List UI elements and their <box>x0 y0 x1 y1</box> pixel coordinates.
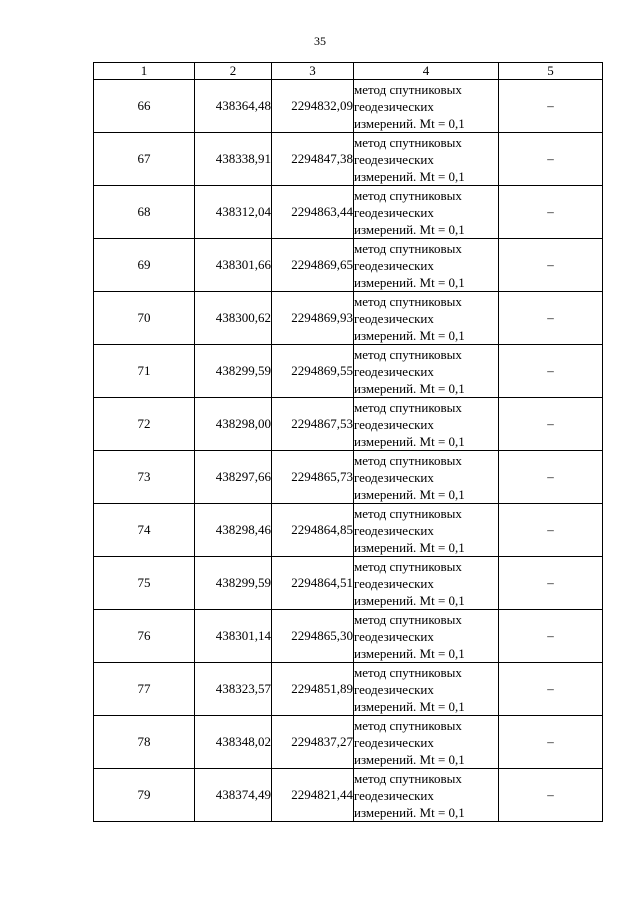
method-line: геодезических <box>354 310 434 326</box>
table-row <box>94 398 603 451</box>
table-row <box>94 610 603 663</box>
x-coordinate-cell: 438298,46 <box>195 504 272 557</box>
table-row <box>94 186 603 239</box>
x-coordinate-cell: 438312,04 <box>195 186 272 239</box>
y-coordinate-cell: 2294864,51 <box>272 557 354 610</box>
note-cell: – <box>499 80 603 133</box>
method-cell <box>354 557 499 610</box>
method-line: геодезических <box>354 575 434 591</box>
note-cell: – <box>499 292 603 345</box>
method-line: метод спутниковых <box>354 81 462 97</box>
method-line: геодезических <box>354 98 434 114</box>
point-number-cell: 76 <box>94 610 195 663</box>
point-number-cell: 66 <box>94 80 195 133</box>
method-line: метод спутниковых <box>354 505 462 521</box>
method-line: измерений. Mt = 0,1 <box>354 168 465 184</box>
point-number-cell: 74 <box>94 504 195 557</box>
method-cell <box>354 663 499 716</box>
method-line: метод спутниковых <box>354 346 462 362</box>
x-coordinate-cell: 438300,62 <box>195 292 272 345</box>
table-row <box>94 557 603 610</box>
table-row <box>94 292 603 345</box>
method-line: метод спутниковых <box>354 770 462 786</box>
header-col-1: 1 <box>94 63 195 80</box>
note-cell: – <box>499 133 603 186</box>
method-line: метод спутниковых <box>354 187 462 203</box>
x-coordinate-cell: 438338,91 <box>195 133 272 186</box>
coordinates-table <box>93 62 603 822</box>
point-number-cell: 78 <box>94 716 195 769</box>
note-cell: – <box>499 186 603 239</box>
method-line: измерений. Mt = 0,1 <box>354 380 465 396</box>
method-line: геодезических <box>354 787 434 803</box>
point-number-cell: 70 <box>94 292 195 345</box>
table-row <box>94 451 603 504</box>
point-number-cell: 67 <box>94 133 195 186</box>
method-line: метод спутниковых <box>354 240 462 256</box>
header-col-4: 4 <box>354 63 499 80</box>
y-coordinate-cell: 2294867,53 <box>272 398 354 451</box>
point-number-cell: 71 <box>94 345 195 398</box>
note-cell: – <box>499 345 603 398</box>
x-coordinate-cell: 438297,66 <box>195 451 272 504</box>
note-cell: – <box>499 557 603 610</box>
method-line: геодезических <box>354 628 434 644</box>
note-cell: – <box>499 239 603 292</box>
method-line: измерений. Mt = 0,1 <box>354 221 465 237</box>
y-coordinate-cell: 2294863,44 <box>272 186 354 239</box>
method-cell <box>354 292 499 345</box>
method-line: метод спутниковых <box>354 452 462 468</box>
method-line: измерений. Mt = 0,1 <box>354 539 465 555</box>
y-coordinate-cell: 2294837,27 <box>272 716 354 769</box>
y-coordinate-cell: 2294869,65 <box>272 239 354 292</box>
y-coordinate-cell: 2294869,55 <box>272 345 354 398</box>
y-coordinate-cell: 2294865,30 <box>272 610 354 663</box>
note-cell: – <box>499 610 603 663</box>
header-row <box>94 63 603 80</box>
method-cell <box>354 239 499 292</box>
note-cell: – <box>499 663 603 716</box>
method-cell <box>354 504 499 557</box>
y-coordinate-cell: 2294869,93 <box>272 292 354 345</box>
y-coordinate-cell: 2294832,09 <box>272 80 354 133</box>
table-row <box>94 133 603 186</box>
method-line: метод спутниковых <box>354 558 462 574</box>
method-cell <box>354 345 499 398</box>
method-cell <box>354 716 499 769</box>
method-cell <box>354 769 499 822</box>
table-row <box>94 663 603 716</box>
method-line: измерений. Mt = 0,1 <box>354 645 465 661</box>
page-number: 35 <box>314 34 326 48</box>
x-coordinate-cell: 438323,57 <box>195 663 272 716</box>
x-coordinate-cell: 438298,00 <box>195 398 272 451</box>
header-col-2: 2 <box>195 63 272 80</box>
method-line: геодезических <box>354 522 434 538</box>
method-line: геодезических <box>354 469 434 485</box>
table-row <box>94 239 603 292</box>
method-line: метод спутниковых <box>354 611 462 627</box>
y-coordinate-cell: 2294851,89 <box>272 663 354 716</box>
table-row <box>94 716 603 769</box>
method-line: метод спутниковых <box>354 664 462 680</box>
point-number-cell: 77 <box>94 663 195 716</box>
point-number-cell: 72 <box>94 398 195 451</box>
method-cell <box>354 451 499 504</box>
method-line: измерений. Mt = 0,1 <box>354 804 465 820</box>
method-line: геодезических <box>354 257 434 273</box>
method-line: геодезических <box>354 734 434 750</box>
y-coordinate-cell: 2294847,38 <box>272 133 354 186</box>
x-coordinate-cell: 438301,14 <box>195 610 272 663</box>
y-coordinate-cell: 2294864,85 <box>272 504 354 557</box>
x-coordinate-cell: 438374,49 <box>195 769 272 822</box>
x-coordinate-cell: 438299,59 <box>195 345 272 398</box>
y-coordinate-cell: 2294821,44 <box>272 769 354 822</box>
method-line: измерений. Mt = 0,1 <box>354 115 465 131</box>
method-line: геодезических <box>354 204 434 220</box>
method-cell <box>354 80 499 133</box>
method-cell <box>354 398 499 451</box>
point-number-cell: 73 <box>94 451 195 504</box>
x-coordinate-cell: 438301,66 <box>195 239 272 292</box>
method-line: метод спутниковых <box>354 134 462 150</box>
note-cell: – <box>499 716 603 769</box>
method-line: измерений. Mt = 0,1 <box>354 486 465 502</box>
table-row <box>94 504 603 557</box>
table-row <box>94 345 603 398</box>
method-line: метод спутниковых <box>354 293 462 309</box>
note-cell: – <box>499 769 603 822</box>
method-line: измерений. Mt = 0,1 <box>354 274 465 290</box>
method-line: геодезических <box>354 151 434 167</box>
method-line: измерений. Mt = 0,1 <box>354 433 465 449</box>
point-number-cell: 69 <box>94 239 195 292</box>
table-body <box>94 80 603 822</box>
point-number-cell: 68 <box>94 186 195 239</box>
method-line: измерений. Mt = 0,1 <box>354 592 465 608</box>
header-col-5: 5 <box>499 63 603 80</box>
point-number-cell: 79 <box>94 769 195 822</box>
method-line: измерений. Mt = 0,1 <box>354 751 465 767</box>
table-row <box>94 769 603 822</box>
x-coordinate-cell: 438299,59 <box>195 557 272 610</box>
method-line: геодезических <box>354 363 434 379</box>
x-coordinate-cell: 438364,48 <box>195 80 272 133</box>
method-line: геодезических <box>354 416 434 432</box>
table-row <box>94 80 603 133</box>
note-cell: – <box>499 504 603 557</box>
y-coordinate-cell: 2294865,73 <box>272 451 354 504</box>
method-line: метод спутниковых <box>354 399 462 415</box>
x-coordinate-cell: 438348,02 <box>195 716 272 769</box>
method-cell <box>354 186 499 239</box>
method-cell <box>354 133 499 186</box>
method-line: измерений. Mt = 0,1 <box>354 698 465 714</box>
method-line: геодезических <box>354 681 434 697</box>
point-number-cell: 75 <box>94 557 195 610</box>
method-line: метод спутниковых <box>354 717 462 733</box>
method-line: измерений. Mt = 0,1 <box>354 327 465 343</box>
header-col-3: 3 <box>272 63 354 80</box>
method-cell <box>354 610 499 663</box>
note-cell: – <box>499 451 603 504</box>
note-cell: – <box>499 398 603 451</box>
